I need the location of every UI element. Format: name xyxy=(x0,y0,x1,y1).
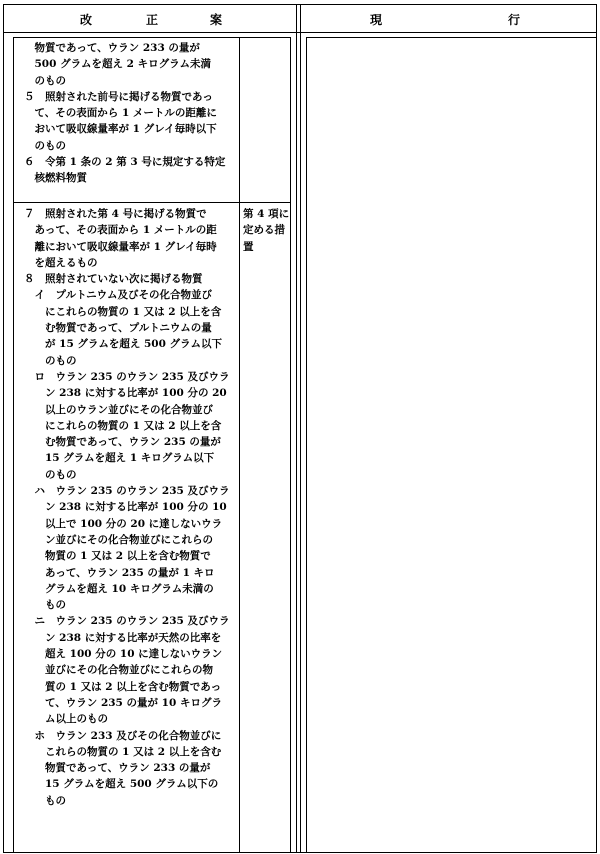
text-line: 質の 1 又は 2 以上を含む物質であっ xyxy=(24,680,222,693)
measure-note xyxy=(243,206,289,255)
text-line: 物質であって、ウラン 233 の量が xyxy=(24,762,211,775)
text-line: ン並びにその化合物並びにこれらの xyxy=(24,533,213,546)
text-line: を超えるもの xyxy=(24,256,98,269)
text-line: にこれらの物質の 1 又は 2 以上を含 xyxy=(24,305,222,318)
table-border-right xyxy=(596,4,597,853)
text-line: イ プルトニウム及びその化合物並び xyxy=(24,289,213,302)
inner-frame-right xyxy=(290,37,291,853)
proposed-header-char-2: 正 xyxy=(146,13,159,27)
text-line: これらの物質の 1 又は 2 以上を含む xyxy=(24,745,222,758)
text-line: ８ 照射されていない次に掲げる物質 xyxy=(24,273,203,286)
text-line: 以上で 100 分の 20 に達しないウラ xyxy=(24,517,223,530)
text-line: ５ 照射された前号に掲げる物質であっ xyxy=(24,90,213,103)
inner-frame-left xyxy=(13,37,14,853)
text-line: て、その表面から 1 メートルの距離に xyxy=(24,107,217,120)
text-line: 物質であって、ウラン 233 の量が xyxy=(24,42,200,54)
text-line: のもの xyxy=(24,468,77,481)
text-line: もの xyxy=(24,599,66,612)
text-line: あって、ウラン 235 の量が 1 キロ xyxy=(24,566,215,579)
text-line: のもの xyxy=(24,354,77,367)
text-line: む物質であって、プルトニウムの量 xyxy=(24,322,212,335)
current-header-char-1: 現 xyxy=(370,13,383,27)
text-line: ン 238 に対する比率が 100 分の 10 xyxy=(24,501,227,514)
text-line: 並びにその化合物並びにこれらの物 xyxy=(24,664,213,677)
text-line: 500 グラムを超え 2 キログラム未満 xyxy=(24,58,211,71)
text-line: ン 238 に対する比率が天然の比率を xyxy=(24,631,222,644)
measure-column-divider xyxy=(239,37,240,853)
text-line: ン 238 に対する比率が 100 分の 20 xyxy=(24,387,227,400)
text-line: 離において吸収線量率が 1 グレイ毎時 xyxy=(24,240,217,253)
text-line: て、ウラン 235 の量が 10 キログラ xyxy=(24,696,222,709)
text-line: ７ 照射された第 4 号に掲げる物質で xyxy=(24,208,207,220)
text-line: 15 グラムを超え 1 キログラム以下 xyxy=(24,452,215,465)
text-line: ム以上のもの xyxy=(24,713,108,726)
column-divider-a xyxy=(296,4,297,853)
table-border-left xyxy=(3,4,4,853)
text-line: にこれらの物質の 1 又は 2 以上を含 xyxy=(24,419,222,432)
current-inner-left xyxy=(306,37,307,853)
text-line: 核燃料物質 xyxy=(24,172,87,185)
current-header-char-2: 行 xyxy=(508,13,521,27)
text-line: 以上のウラン並びにその化合物並び xyxy=(24,403,213,416)
measure-line: 第 4 項に xyxy=(243,208,290,220)
text-line: ６ 令第 1 条の 2 第 3 号に規定する特定 xyxy=(24,156,226,169)
provision-text-block-1 xyxy=(24,40,225,187)
current-inner-top xyxy=(306,37,597,38)
text-line: ニ ウラン 235 のウラン 235 及びウラ xyxy=(24,615,230,628)
proposed-header-char-1: 改 xyxy=(80,13,93,27)
inner-frame-top xyxy=(13,37,291,38)
text-line: もの xyxy=(24,794,66,807)
proposed-header-char-3: 案 xyxy=(210,13,223,27)
column-divider-b xyxy=(300,4,301,853)
text-line: ホ ウラン 233 及びその化合物並びに xyxy=(24,729,222,742)
measure-line: 定める措 xyxy=(243,224,285,237)
text-line: 物質の 1 又は 2 以上を含む物質で xyxy=(24,550,211,563)
text-line: のもの xyxy=(24,74,66,87)
measure-line: 置 xyxy=(243,240,254,253)
provision-text-block-2 xyxy=(24,206,229,809)
text-line: 超え 100 分の 10 に達しないウラン xyxy=(24,648,223,661)
text-line: ハ ウラン 235 のウラン 235 及びウラ xyxy=(24,485,230,498)
text-line: あって、その表面から 1 メートルの距 xyxy=(24,224,217,237)
text-line: む物質であって、ウラン 235 の量が xyxy=(24,436,221,449)
text-line: 15 グラムを超え 500 グラム以下の xyxy=(24,778,219,791)
row-divider xyxy=(13,202,291,203)
text-line: グラムを超え 10 キログラム未満の xyxy=(24,582,214,595)
text-line: が 15 グラムを超え 500 グラム以下 xyxy=(24,338,222,351)
text-line: ロ ウラン 235 のウラン 235 及びウラ xyxy=(24,370,230,383)
text-line: のもの xyxy=(24,139,66,152)
text-line: おいて吸収線量率が 1 グレイ毎時以下 xyxy=(24,123,217,136)
